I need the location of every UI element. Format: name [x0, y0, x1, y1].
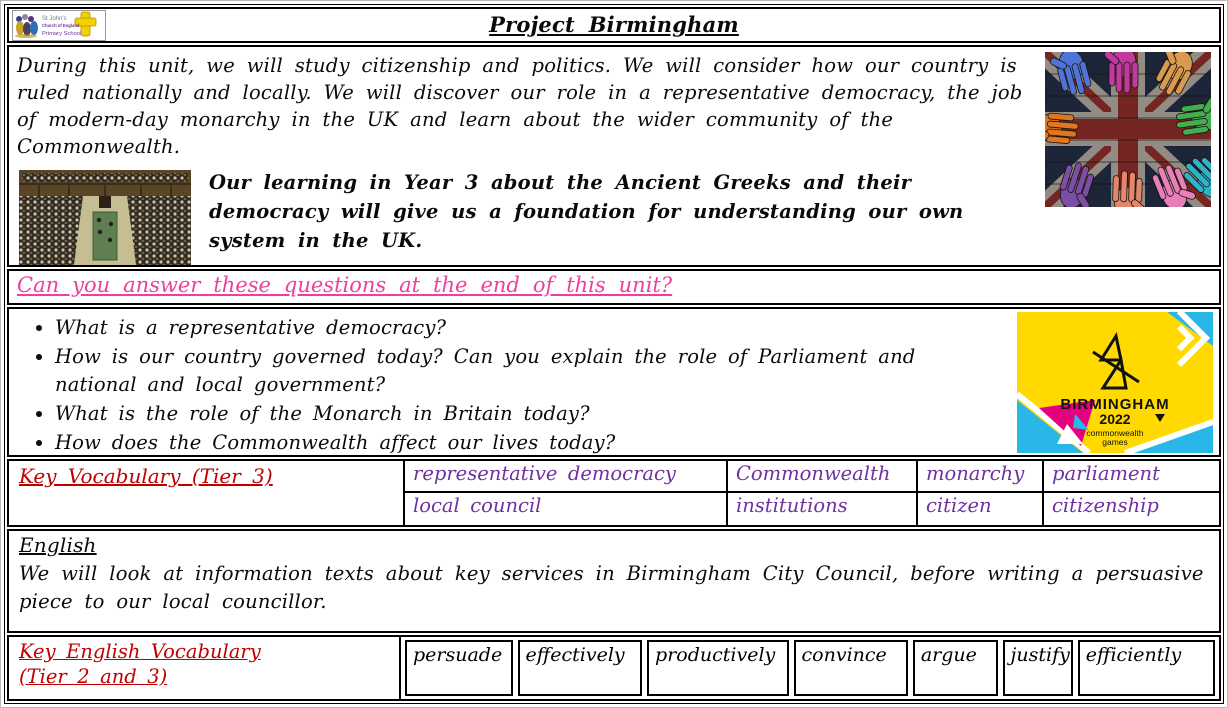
games-logo-city: BIRMINGHAM — [1060, 396, 1170, 413]
english-vocabulary-table — [401, 637, 1219, 699]
commonwealth-games-logo — [1017, 312, 1213, 453]
english-vocabulary-heading-cell — [9, 637, 401, 699]
page-title: Project Birmingham — [489, 12, 739, 37]
question-item: • What is a representative democracy? — [55, 314, 975, 342]
union-jack-hands-image — [1045, 52, 1211, 207]
highlight-block — [17, 168, 1211, 255]
children-illustration — [15, 14, 38, 38]
intro-paragraph: During this unit, we will study citizenship and politics. We will consider how our country is ruled nationally and locally. We will discover our role in a representative democracy, the job of modern-day monarchy in the UK and learn about the wider community of the Commonwealth. — [17, 54, 1023, 158]
vocab-cell: institutions — [728, 493, 918, 525]
english-vocab-cell: persuade — [405, 640, 513, 696]
school-logo-image — [13, 11, 103, 38]
question-item: • How does the Commonwealth affect our lives today? — [55, 429, 975, 457]
english-vocab-cell: convince — [794, 640, 908, 696]
school-name-line3: Primary School — [42, 31, 82, 37]
english-vocabulary-heading-line1: Key English Vocabulary — [19, 640, 261, 663]
english-vocabulary-section — [7, 635, 1221, 701]
table-of-the-house — [93, 212, 117, 260]
vocab-cell: parliament — [1044, 461, 1219, 493]
tier3-vocabulary-table — [405, 461, 1219, 525]
english-vocab-cell: efficiently — [1078, 640, 1215, 696]
vocab-cell: monarchy — [918, 461, 1044, 493]
questions-heading-row — [7, 269, 1221, 305]
vocab-cell: citizen — [918, 493, 1044, 525]
header-row — [7, 7, 1221, 43]
vocabulary-heading-cell — [9, 461, 405, 525]
english-vocab-cell: productively — [647, 640, 788, 696]
question-item: • How is our country governed today? Can you explain the role of Parliament and national and local government? — [55, 343, 975, 399]
document-frame — [4, 4, 1224, 704]
games-logo-org1: commonwealth — [1086, 428, 1144, 438]
english-vocabulary-heading-line2: (Tier 2 and 3) — [19, 665, 168, 688]
english-vocab-cell: justify — [1003, 640, 1073, 696]
english-section — [7, 529, 1221, 633]
vocabulary-heading: Key Vocabulary (Tier 3) — [19, 464, 273, 488]
vocab-cell: Commonwealth — [728, 461, 918, 493]
vocab-cell: representative democracy — [405, 461, 728, 493]
school-name-line1: St John's — [42, 16, 67, 22]
parliament-image — [19, 170, 191, 267]
question-item: • What is the role of the Monarch in Britain today? — [55, 400, 975, 428]
questions-list — [37, 314, 975, 457]
questions-heading: Can you answer these questions at the end of this unit? — [17, 273, 673, 297]
intro-highlight: Our learning in Year 3 about the Ancient Greeks and their democracy will give us a foundation for understanding our own system in the UK. — [209, 171, 964, 252]
vocabulary-section — [7, 459, 1221, 527]
games-logo-year: 2022 — [1099, 411, 1131, 427]
english-vocab-cell: argue — [913, 640, 998, 696]
games-logo-org2: games — [1102, 437, 1128, 447]
english-heading: English — [19, 533, 97, 557]
vocab-cell: local council — [405, 493, 728, 525]
school-logo — [12, 10, 106, 41]
birmingham-2022-logo-image — [1017, 312, 1213, 453]
intro-section — [7, 45, 1221, 267]
vocab-cell: citizenship — [1052, 494, 1159, 517]
school-name-line2: Church of England — [42, 23, 80, 28]
english-vocab-cell: effectively — [518, 640, 643, 696]
speaker-chair — [99, 196, 111, 208]
english-paragraph: We will look at information texts about key services in Birmingham City Council, before writing a persuasive piece to our local councillor. — [19, 562, 1204, 613]
questions-section — [7, 307, 1221, 457]
